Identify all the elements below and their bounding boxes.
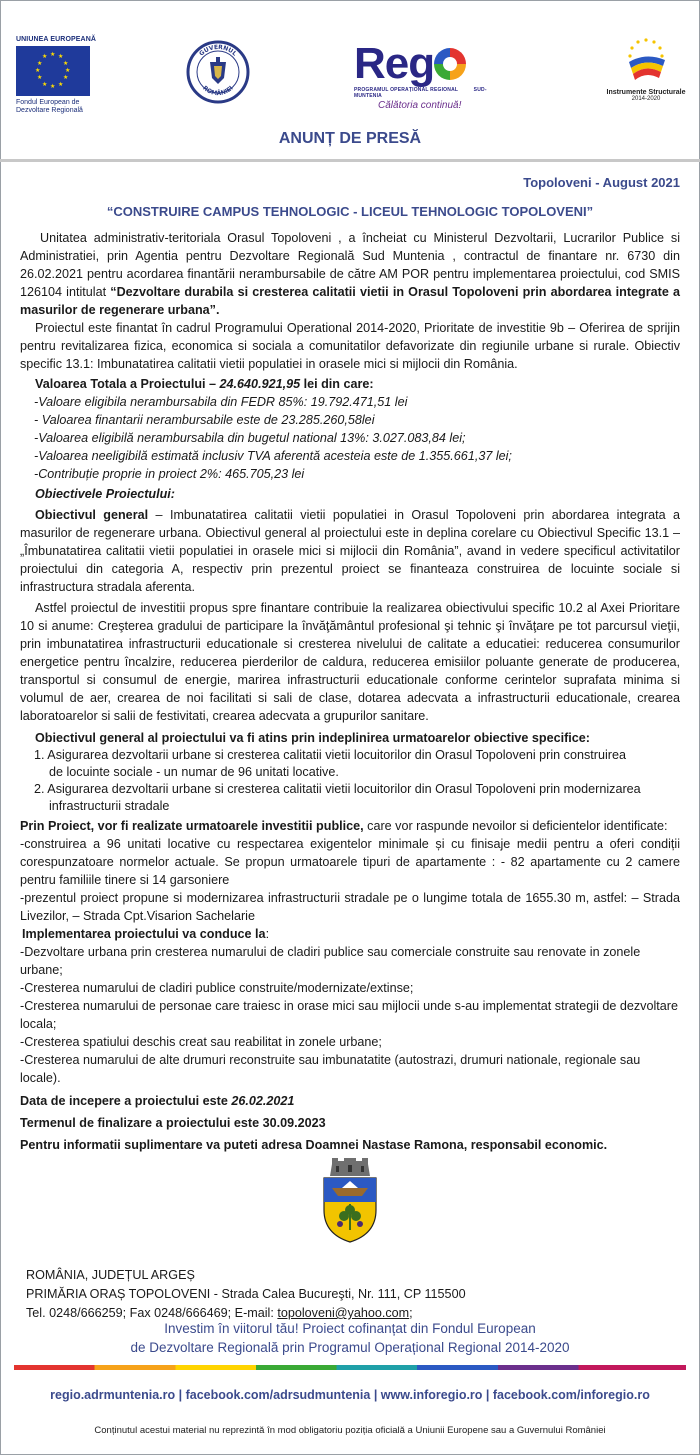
government-seal-icon: [186, 40, 250, 104]
specific-objectives-heading: Obiectivul general al proiectului va fi atins prin indeplinirea urmatoarelor obiective specifice:: [35, 731, 590, 745]
page-title: ANUNȚ DE PRESĂ: [278, 130, 422, 147]
list-item: -Cresterea numarului de personae care traiesc in orase mici sau mijlocii unde s-au implementat strategii de dezvoltare locala;: [20, 999, 678, 1031]
structural-instruments-logo: [606, 36, 686, 102]
eu-flag-icon: ★ ★ ★ ★ ★ ★ ★ ★ ★ ★ ★ ★: [16, 46, 90, 96]
phone-line: Tel. 0248/666259; Fax 0248/666469; E-mail: topoloveni@yahoo.com;: [26, 1306, 413, 1320]
total-value-line: Valoarea Totala a Proiectului – 24.640.921,95 lei din care:: [35, 377, 374, 391]
list-item: -Dezvoltare urbana prin cresterea numarului de cladiri publice sau comerciale construite sau renovate in zonele urbane;: [20, 945, 641, 977]
general-objective-paragraph: Obiectivul general – Imbunatatirea calitatii vietii populatiei in Orasul Topoloveni prin abordarea integrata a masurilor de regenerare urbana. Obiectivul general al proiectului este in deplina corelare cu Obiectivul Specific 13.1 – „Îmbunatatirea calitatii vietii populatiei in orasele mici si mijlocii din România”, avand in vedere specificul activitatilor proiectului din categoria A, respectiv prin prezentul proiect se finanteaza construirea de locuinte sociale si infrastructura stradala aferenta.: [20, 508, 680, 594]
list-item: -construirea a 96 unitati locative cu respectarea exigentelor minimale și cu finisaje medii pentru a oferi condiții corespunzatoare normelor actuale. Se propun urmatoarele tipuri de apartamente : - 82 apartamente cu 2 camere pentru familiile tinere si 14 garsoniere: [20, 837, 680, 887]
address-block: [26, 1266, 466, 1323]
title-divider: [0, 159, 700, 162]
footer-links[interactable]: regio.adrmuntenia.ro | facebook.com/adrsudmuntenia | www.inforegio.ro | facebook.com/inforegio.ro: [50, 1388, 650, 1402]
list-item: -Cresterea numarului de alte drumuri reconstruite sau imbunatatite (autostrazi, drumuri nationale, regionale sau locale).: [20, 1053, 641, 1085]
regio-logo: [354, 39, 506, 112]
list-item: -Valoarea neeligibilă estimată inclusiv TVA aferentă acesteia este de 1.355.661,37 lei;: [34, 449, 512, 463]
address-line: ROMÂNIA, JUDEȚUL ARGEȘ: [26, 1268, 195, 1282]
list-item: 2. Asigurarea dezvoltarii urbane si cresterea calitatii vietii locuitorilor din Orasul Topoloveni prin modernizarea infrastructurii stradale: [34, 782, 641, 813]
financing-paragraph: Proiectul este finantat în cadrul Programului Operational 2014-2020, Prioritate de investitie 9b – Oferirea de sprijin pentru revitalizarea fizica, economica si sociala a comunitatilor defavorizate din regiunile urbane si rurale. Obiectiv specific 13.1: Imbunatatirea calitatii vietii populatiei in orasele mici si mijlocii din România.: [20, 321, 680, 371]
start-date: Data de incepere a proiectului este 26.02.2021: [20, 1094, 295, 1108]
email-link[interactable]: topoloveni@yahoo.com: [277, 1306, 410, 1320]
structural-instruments-title: Instrumente Structurale: [606, 89, 686, 96]
list-item: -Cresterea spatiului deschis creat sau reabilitat in zonele urbane;: [20, 1035, 382, 1049]
list-item: -prezentul proiect propune si modernizarea infrastructurii stradale pe o lungime totala de 1655.30 m, astfel: – Strada Livezilor, – Strada Cpt.Visarion Sachelarie: [20, 891, 680, 923]
funding-statement: Investim în viitorul tău! Proiect cofinanțat din Fondul European de Dezvoltare Regională prin Programul Operațional Regional 2014-2020: [130, 1321, 570, 1355]
place-date: Topoloveni - August 2021: [523, 175, 680, 190]
disclaimer: Conținutul acestui material nu reprezintă în mod obligatoriu poziția oficială a Uniunii Europene sau a Guvernului României: [94, 1425, 606, 1436]
eu-fund-label: Fondul European de Dezvoltare Regională: [16, 99, 83, 114]
project-title: “CONSTRUIRE CAMPUS TEHNOLOGIC - LICEUL TEHNOLOGIC TOPOLOVENI”: [106, 204, 594, 219]
value-breakdown: [20, 393, 680, 483]
list-item: -Valoare eligibila nerambursabila din FEDR 85%: 19.792.471,51 lei: [34, 395, 408, 409]
intro-paragraph: Unitatea administrativ-teritoriala Orasul Topoloveni , a încheiat cu Ministerul Dezvoltarii, Lucrarilor Publice si Administratiei, prin Agentia pentru Dezvoltare Regională Sud Muntenia , contractul de finantare nr. 6730 din 26.02.2021 pentru acordarea finantării nerambursabile de către AM POR pentru implementarea proiectului, cod SMIS 126104 intitulat “Dezvoltare durabila si cresterea calitatii vietii in Orasul Topoloveni prin abordarea integrate a masurilor de regenerare urbana”.: [20, 231, 680, 317]
svg-text:GUVERNUL: GUVERNUL: [198, 43, 238, 58]
implementation-list: [20, 943, 680, 1087]
list-item: 1. Asigurarea dezvoltarii urbane si cresterea calitatii vietii locuitorilor din Orasul Topoloveni prin construirea de locuinte sociale - un numar de 96 unitati locative.: [34, 748, 626, 779]
implementation-heading: Implementarea proiectului va conduce la:: [22, 927, 270, 941]
regio-subtitle: PROGRAMUL OPERAȚIONAL REGIONAL SUD-MUNTENIA: [354, 87, 487, 99]
regio-tagline: Călătoria continuă!: [378, 100, 462, 111]
eu-label: UNIUNEA EUROPEANĂ: [16, 36, 97, 43]
list-item: -Contribuție proprie in proiect 2%: 465.705,23 lei: [34, 467, 305, 481]
list-item: -Valoarea eligibilă nerambursabila din bugetul national 13%: 3.027.083,84 lei;: [34, 431, 466, 445]
regio-ring-icon: [434, 48, 466, 80]
structural-instruments-icon: [619, 36, 673, 82]
end-date: Termenul de finalizare a proiectului este 30.09.2023: [20, 1116, 326, 1130]
svg-text:ROMÂNIEI: ROMÂNIEI: [201, 84, 235, 98]
investments-list: [20, 835, 680, 925]
specific-objectives-list: [20, 747, 680, 815]
structural-instruments-years: 2014-2020: [631, 96, 661, 102]
contact-person: Pentru informatii suplimentare va puteti adresa Doamnei Nastase Ramona, responsabil economic.: [20, 1138, 608, 1152]
press-release-body: [20, 229, 680, 1154]
regio-wordmark: Reg: [354, 42, 506, 86]
logo-bar: [0, 30, 700, 118]
eu-logo: [16, 36, 96, 115]
investment-paragraph: Astfel proiectul de investitii propus spre finantare contribuie la realizarea obiectivului specific 10.2 al Axei Prioritare 10 si anume: Creşterea gradului de participare la învăţământul profesional şi tehnic şi învăţare pe tot parcursul vieţii, prin imbunatatirea infrastructurii educationale si cresterea nivelului de calitate a educatiei: reducerea consumurilor energetice pentru încalzire, reducerea pierderilor de caldura, reducerea emisiilor poluante generate de producerea, transportul si consumul de energie, marirea infrastructurii educationale conforme cerintelor suprafata minima si volumul de aer, crearea de noi facilitati si sali de clase, dotarea adecvata a infrastructurii educationale, crearea laboratoarelor si salii de festivitati, crearea adecvata a grupurilor sanitare.: [20, 601, 680, 723]
color-stripe: [14, 1365, 686, 1370]
list-item: -Cresterea numarului de cladiri publice construite/modernizate/extinse;: [20, 981, 414, 995]
investments-heading: Prin Proiect, vor fi realizate urmatoarele investitii publice, care vor raspunde nevoilor si deficientelor identificate:: [20, 819, 668, 833]
topoloveni-crest-icon: [318, 1158, 382, 1244]
address-line: PRIMĂRIA ORAȘ TOPOLOVENI - Strada Calea Bucureşti, Nr. 111, CP 115500: [26, 1287, 466, 1301]
list-item: - Valoarea finantarii nerambursabile este de 23.285.260,58lei: [34, 413, 375, 427]
objectives-heading: Obiectivele Proiectului:: [35, 487, 175, 501]
